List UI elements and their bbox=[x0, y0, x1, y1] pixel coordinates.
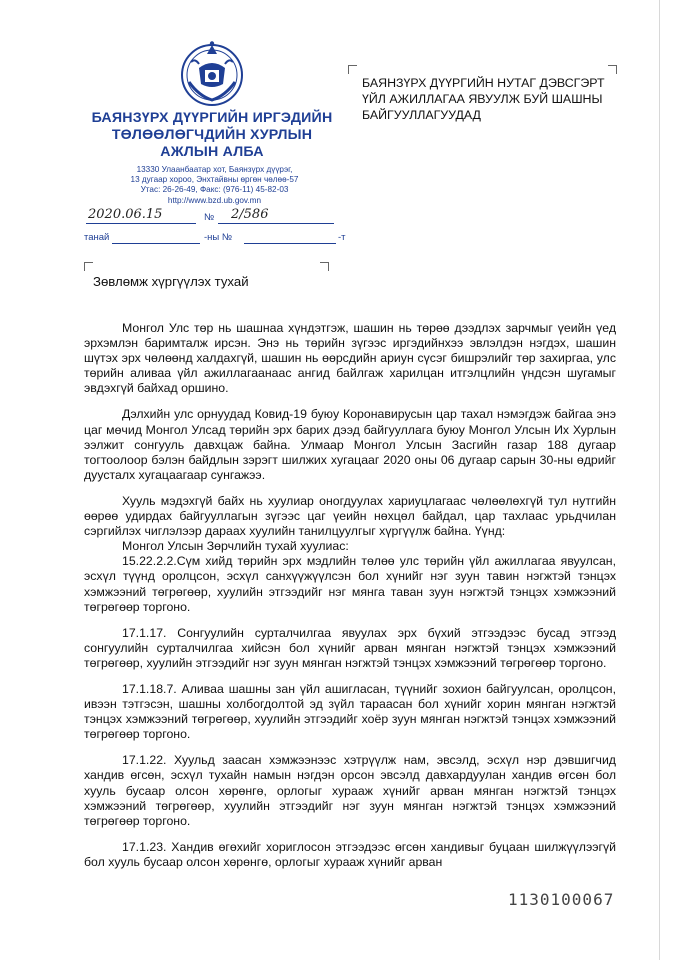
body-paragraph: Монгол Улсын Зөрчлийн тухай хуулиас: bbox=[122, 539, 349, 554]
number-label: № bbox=[204, 212, 215, 223]
address-line: 13 дугаар хороо, Энхтайвны өргөн чөлөө-57 bbox=[130, 175, 299, 185]
recipient-block bbox=[362, 75, 627, 123]
page-edge-line bbox=[659, 0, 660, 960]
recipient-line: БАЙГУУЛЛАГУУДАД bbox=[362, 108, 481, 122]
law-clause: 17.1.18.7. Аливаа шашны зан үйл ашигласан, түүнийг зохион байгуулсан, оролцсон, ивээн тэтгэсэн, шашны холбогдолтой эд зүйл тараасан бол хүнийг хорин мянган нэгжтэй тэнцэх хэмжээний төгрөгөөр, хуулийн этгээдийг хоёр зуун мянган нэгжтэй тэнцэх хэмжээний төгрөгөөр торгоно. bbox=[84, 681, 616, 742]
letter-body bbox=[84, 321, 616, 870]
organization-name bbox=[62, 110, 362, 161]
handwritten-date: 2020.06.15 bbox=[88, 207, 163, 222]
body-paragraph: Хууль мэдэхгүй байх нь хуулиар оногдуулах хариуцлагаас чөлөөлөхгүй тул нутгийн өөрөө удирдах байгууллагын зүгээс цаг үеийн нөхцөл байдал, цар тахлаас урьдчилан сэргийлэх чиглэлээр дараах хуулийн танилцуулгыг хүргүүлж байна. Үүнд: bbox=[84, 493, 616, 539]
law-clause: 17.1.22. Хуульд заасан хэмжээнээс хэтрүүлж нам, эвсэлд, эсхүл нэр дэвшигчид хандив өгсөн, эсхүл тухайн намын нэгдэн орсон эвсэлд давхардуулан хандив өгсөн бол хууль бусаар олсон хөрөнгө, орлогыг хурааж хүнийг арван мянган нэгжтэй тэнцэх хэмжээний төгрөгөөр, хуулийн этгээдийг нэг зуун мянган нэгжтэй тэнцэх хэмжээний төгрөгөөр торгоно. bbox=[84, 753, 616, 828]
body-paragraph: Монгол Улс төр нь шашнаа хүндэтгэж, шашин нь төрөө дээдлэх зарчмыг үеийн үед эрхэмлэн баримталж ирсэн. Энэ нь төрийн зүгээс иргэдийнхээ эвлэлдэн нэгдэх, шашин шүтэх эрх чөлөөнд халдахгүй, шашин нь өөрсдийн ариун сүсэг бишрэлийг төр захиргаа, улс төрийн аливаа үйл ажиллагаанаас ангид байлгаж харилцан итгэлцлийн үндсэн шугамыг эвдэхгүй байхад оршино. bbox=[84, 321, 616, 396]
organization-address bbox=[82, 165, 347, 206]
recipient-corner-mark bbox=[348, 65, 357, 74]
org-name-line: БАЯНЗҮРХ ДҮҮРГИЙН ИРГЭДИЙН bbox=[91, 110, 333, 126]
document-registration-number: 1130100067 bbox=[508, 890, 615, 909]
org-name-line: АЖЛЫН АЛБА bbox=[160, 144, 264, 160]
subject-corner-mark bbox=[320, 262, 329, 271]
recipient-line: БАЯНЗҮРХ ДҮҮРГИЙН НУТАГ ДЭВСГЭРТ bbox=[362, 76, 605, 90]
letter-subject: Зөвлөмж хүргүүлэх тухай bbox=[93, 274, 249, 289]
ref-suffix: -т bbox=[338, 232, 346, 243]
law-clause: 17.1.23. Хандив өгөхийг хориглосон этгээдээс өгсөн хандивыг буцаан шилжүүлээгүй бол хууль бусаар олсон хөрөнгө, орлогыг хурааж хүнийг арван bbox=[84, 839, 616, 869]
law-clause: 17.1.17. Сонгуулийн сурталчилгаа явуулах эрх бүхий этгээдээс бусад этгээд сонгуулийн сурталчилгаа хийсэн бол хүнийг арван мянган нэгжтэй тэнцэх хэмжээний төгрөгөөр, хуулийн этгээдийг нэг зуун мянган нэгжтэй тэнцэх хэмжээний төгрөгөөр торгоно. bbox=[84, 625, 616, 670]
recipient-line: ҮЙЛ АЖИЛЛАГАА ЯВУУЛЖ БУЙ ШАШНЫ bbox=[362, 92, 603, 106]
outgoing-ref-row bbox=[86, 207, 336, 229]
body-paragraph: Дэлхийн улс орнуудад Ковид-19 буюу Коронавирусын цар тахал нэмэгдэж байгаа энэ цаг мөчид Монгол Улсад төрийн эрх барих дээд байгууллага буюу Монгол Улсын Их Хурлын ээлжит сонгууль давхцаж байна. Улмаар Монгол Улсын Засгийн газар 188 дугаар тогтоолоор бэлэн байдлын зэрэгт шилжих хугацааг 2020 оны 06 дугаар сарын 30-ны өдрийг дуусталх хугацаагаар сунгажээ. bbox=[84, 407, 616, 482]
org-name-line: ТӨЛӨӨЛӨГЧДИЙН ХУРЛЫН bbox=[111, 127, 313, 143]
address-line: Утас: 26-26-49, Факс: (976-11) 45-82-03 bbox=[140, 185, 289, 195]
incoming-ref-row bbox=[84, 232, 346, 248]
website-link[interactable]: http://www.bzd.ub.gov.mn bbox=[167, 195, 262, 205]
subject-corner-mark bbox=[84, 262, 93, 271]
handwritten-number: 2/586 bbox=[231, 207, 269, 222]
recipient-corner-mark bbox=[608, 65, 617, 74]
ref-prefix: танай bbox=[84, 232, 110, 243]
state-emblem-icon bbox=[179, 40, 245, 106]
address-line: 13330 Улаанбаатар хот, Баянзүрх дүүрэг, bbox=[136, 165, 293, 174]
ref-number-label: -ны № bbox=[204, 232, 233, 243]
law-clause: 15.22.2.2.Сүм хийд төрийн эрх мэдлийн төлөө улс төрийн үйл ажиллагаа явуулсан, эсхүл түүнд оролцсон, эсхүл санхүүжүүлсэн бол хүнийг нэг зуун тавин нэгжтэй тэнцэх хэмжээний төгрөгөөр, хуулийн этгээдийг нэг мянга таван зуун нэгжтэй тэнцэх хэмжээний төгрөгөөр торгоно. bbox=[84, 554, 616, 614]
